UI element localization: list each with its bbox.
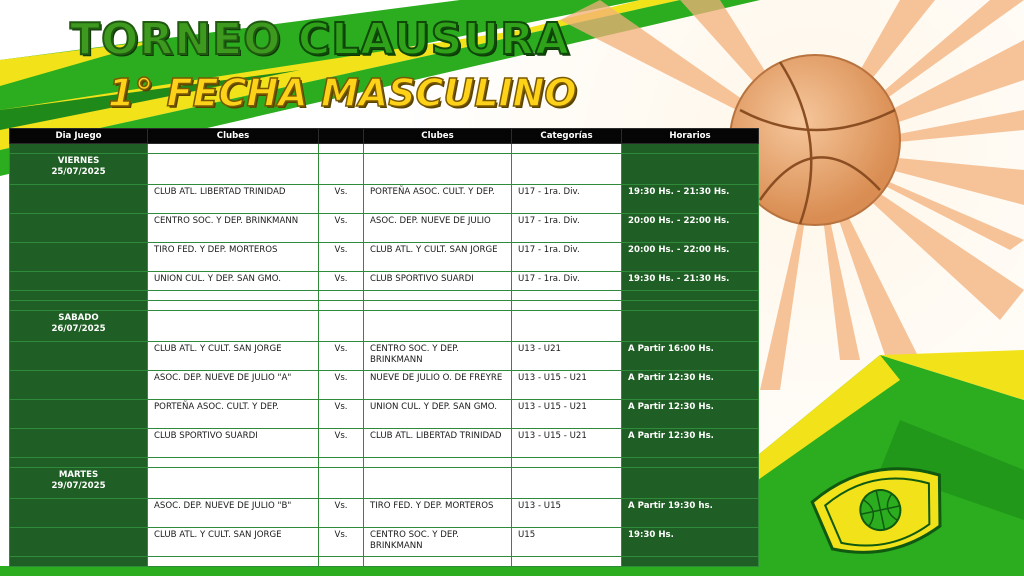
header-categorias: Categorías: [512, 129, 622, 144]
day-name: VIERNES: [57, 156, 100, 166]
time: A Partir 16:00 Hs.: [622, 342, 759, 371]
title-word-clausura: CLAUSURA: [297, 14, 571, 65]
time: 19:30 Hs. - 21:30 Hs.: [622, 185, 759, 214]
schedule-table: [9, 128, 759, 567]
title-word-torneo: TORNEO: [70, 14, 282, 65]
day-row-sabado: [10, 311, 759, 342]
home-club: CLUB ATL. Y CULT. SAN JORGE: [148, 528, 319, 557]
category: U13 - U15: [512, 499, 622, 528]
away-club: CLUB ATL. LIBERTAD TRINIDAD: [364, 429, 512, 458]
away-club: TIRO FED. Y DEP. MORTEROS: [364, 499, 512, 528]
day-date: 29/07/2025: [51, 481, 106, 491]
home-club: CLUB ATL. Y CULT. SAN JORGE: [148, 342, 319, 371]
day-cell: [10, 311, 148, 342]
category: U15: [512, 528, 622, 557]
time: A Partir 12:30 Hs.: [622, 400, 759, 429]
away-club: CENTRO SOC. Y DEP. BRINKMANN: [364, 342, 512, 371]
day-cell: [10, 468, 148, 499]
home-club: ASOC. DEP. NUEVE DE JULIO "B": [148, 499, 319, 528]
table-row: [10, 429, 759, 458]
day-row-viernes: [10, 154, 759, 185]
table-header-row: [10, 129, 759, 144]
category: U13 - U21: [512, 342, 622, 371]
away-club: NUEVE DE JULIO O. DE FREYRE: [364, 371, 512, 400]
vs-label: Vs.: [319, 371, 364, 400]
category: U13 - U15 - U21: [512, 400, 622, 429]
away-club: CENTRO SOC. Y DEP. BRINKMANN: [364, 528, 512, 557]
table-row: [10, 371, 759, 400]
header-horarios: Horarios: [622, 129, 759, 144]
home-club: PORTEÑA ASOC. CULT. Y DEP.: [148, 400, 319, 429]
home-club: CLUB SPORTIVO SUARDI: [148, 429, 319, 458]
vs-label: Vs.: [319, 272, 364, 291]
table-row: [10, 243, 759, 272]
header-clubes-home: Clubes: [148, 129, 319, 144]
day-name: SABADO: [58, 313, 99, 323]
header-vs: [319, 129, 364, 144]
vs-label: Vs.: [319, 429, 364, 458]
time: 20:00 Hs. - 22:00 Hs.: [622, 243, 759, 272]
time: 19:30 Hs. - 21:30 Hs.: [622, 272, 759, 291]
time: A Partir 12:30 Hs.: [622, 371, 759, 400]
header-dia-juego: Dia Juego: [10, 129, 148, 144]
vs-label: Vs.: [319, 243, 364, 272]
home-club: CENTRO SOC. Y DEP. BRINKMANN: [148, 214, 319, 243]
vs-label: Vs.: [319, 342, 364, 371]
vs-label: Vs.: [319, 185, 364, 214]
away-club: PORTEÑA ASOC. CULT. Y DEP.: [364, 185, 512, 214]
category: U13 - U15 - U21: [512, 429, 622, 458]
table-row: [10, 214, 759, 243]
category: U17 - 1ra. Div.: [512, 243, 622, 272]
away-club: CLUB ATL. Y CULT. SAN JORGE: [364, 243, 512, 272]
table-row: [10, 499, 759, 528]
category: U17 - 1ra. Div.: [512, 272, 622, 291]
vs-label: Vs.: [319, 499, 364, 528]
day-date: 25/07/2025: [51, 167, 106, 177]
tournament-title: [70, 14, 670, 66]
table-row: [10, 272, 759, 291]
category: U17 - 1ra. Div.: [512, 214, 622, 243]
table-row: [10, 342, 759, 371]
away-club: CLUB SPORTIVO SUARDI: [364, 272, 512, 291]
association-logo: [806, 458, 956, 568]
day-cell: [10, 154, 148, 185]
away-club: UNION CUL. Y DEP. SAN GMO.: [364, 400, 512, 429]
round-subtitle: 1° FECHA MASCULINO: [108, 71, 577, 115]
table-row: [10, 528, 759, 557]
day-name: MARTES: [58, 470, 99, 480]
home-club: ASOC. DEP. NUEVE DE JULIO "A": [148, 371, 319, 400]
category: U13 - U15 - U21: [512, 371, 622, 400]
time: A Partir 12:30 Hs.: [622, 429, 759, 458]
away-club: ASOC. DEP. NUEVE DE JULIO: [364, 214, 512, 243]
day-date: 26/07/2025: [51, 324, 106, 334]
home-club: TIRO FED. Y DEP. MORTEROS: [148, 243, 319, 272]
time: 20:00 Hs. - 22:00 Hs.: [622, 214, 759, 243]
table-row: [10, 400, 759, 429]
home-club: CLUB ATL. LIBERTAD TRINIDAD: [148, 185, 319, 214]
home-club: UNION CUL. Y DEP. SAN GMO.: [148, 272, 319, 291]
vs-label: Vs.: [319, 214, 364, 243]
category: U17 - 1ra. Div.: [512, 185, 622, 214]
vs-label: Vs.: [319, 400, 364, 429]
header-clubes-away: Clubes: [364, 129, 512, 144]
time: A Partir 19:30 hs.: [622, 499, 759, 528]
day-row-martes: [10, 468, 759, 499]
table-row: [10, 185, 759, 214]
time: 19:30 Hs.: [622, 528, 759, 557]
vs-label: Vs.: [319, 528, 364, 557]
